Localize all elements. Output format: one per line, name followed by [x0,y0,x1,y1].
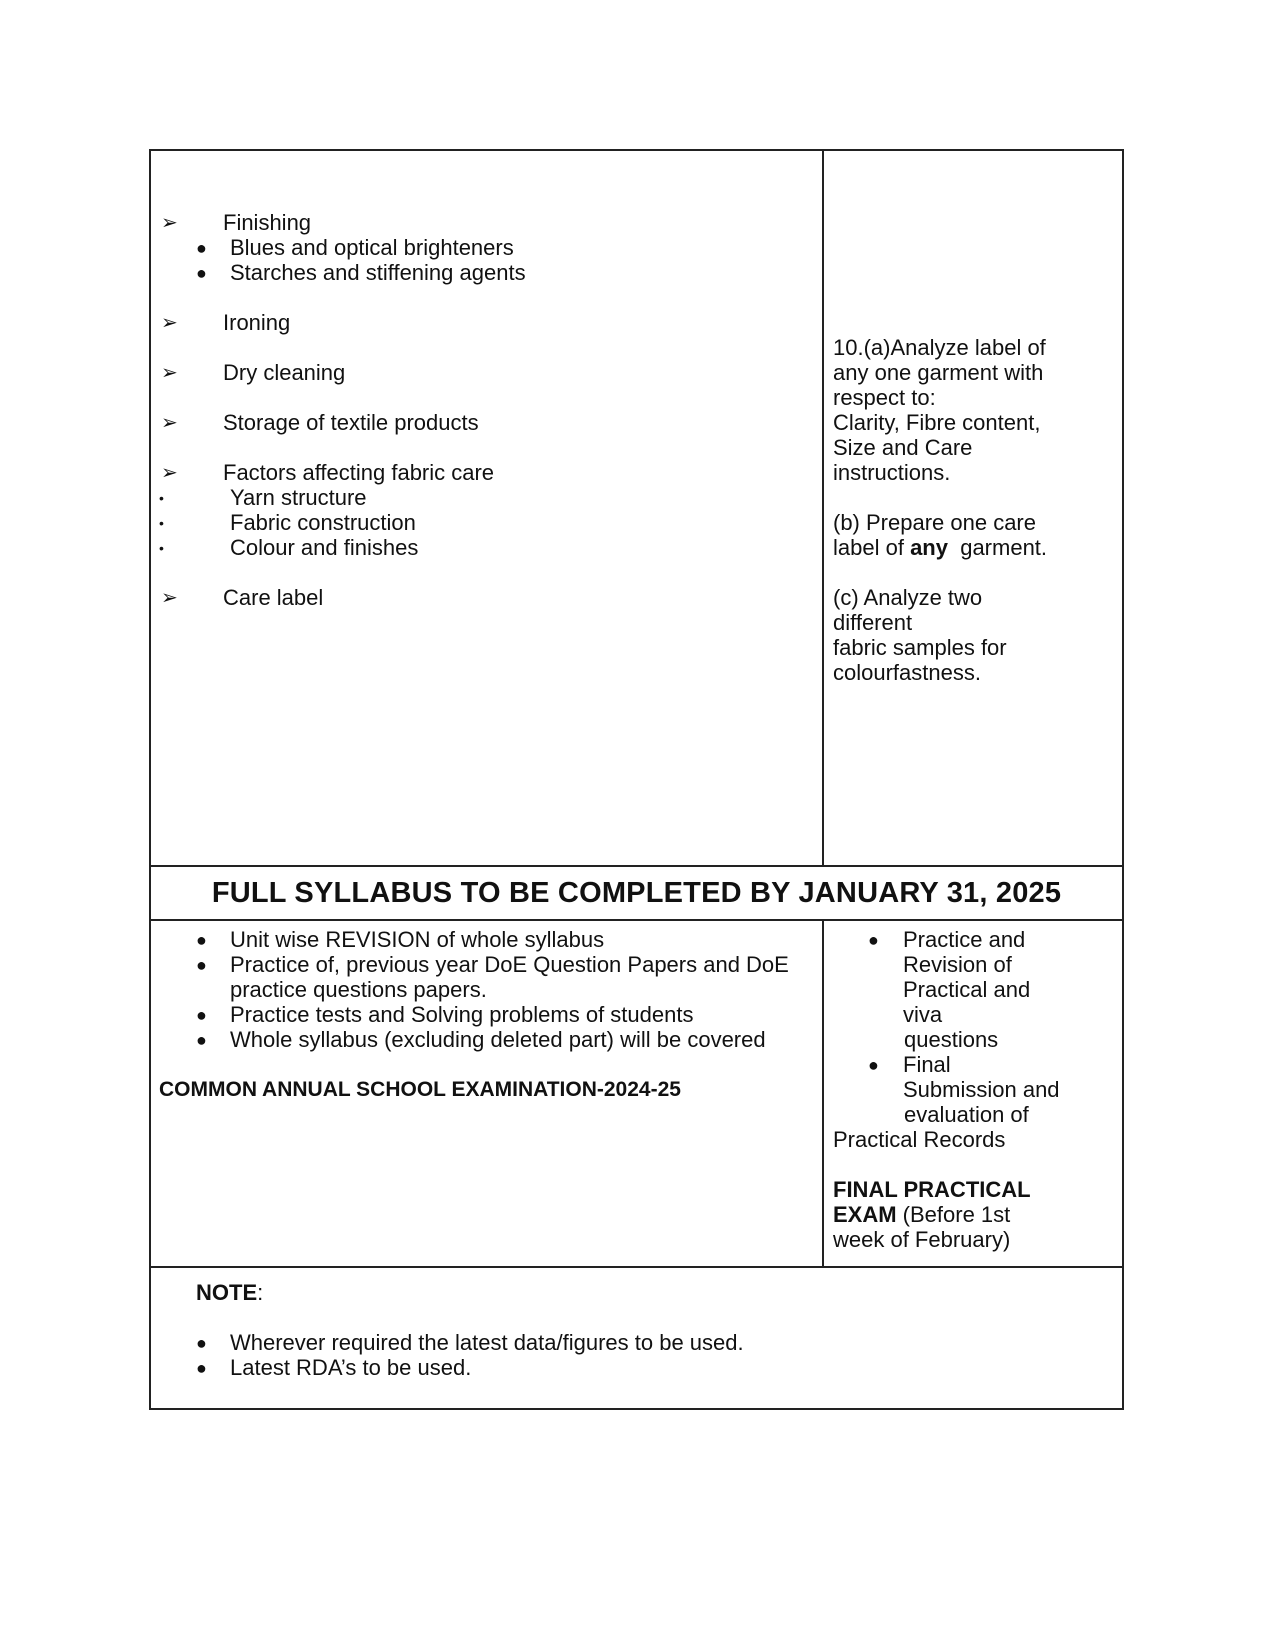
final-exam-line [833,1177,1031,1203]
practical-revision-line: viva [903,1002,943,1027]
note-colon: : [257,1280,264,1305]
practical-revision-line: questions [904,1027,999,1052]
subtopic-item: Blues and optical brighteners [230,235,514,260]
bullet-icon: ● [196,1333,207,1353]
bold-text-segment: any [910,535,948,560]
subtopic-item: Colour and finishes [230,535,419,560]
final-exam-line: week of February) [833,1227,1011,1252]
practical-revision-line: evaluation of [904,1102,1029,1127]
note-item: Latest RDA’s to be used. [230,1355,472,1380]
practical-text-line: different [833,610,913,635]
revision-item: Practice of, previous year DoE Question Papers and DoE [230,952,789,977]
arrow-bullet-icon: ➢ [161,212,178,234]
note-cell [151,1268,1122,1408]
practical-text-line: colourfastness. [833,660,981,685]
revision-cell [151,921,822,1266]
practical-revision-line: Practical and [903,977,1031,1002]
arrow-bullet-icon: ➢ [161,362,178,384]
text-segment: garment. [947,535,1048,560]
bullet-icon: ● [196,955,207,975]
small-bullet-icon: • [159,490,164,506]
practical-revision-cell [824,921,1124,1266]
subtopic-item: Fabric construction [230,510,416,535]
topic-ironing: Ironing [223,310,291,335]
bullet-icon: ● [196,1005,207,1025]
practical-text-line: (b) Prepare one care [833,510,1036,535]
topic-dry-cleaning: Dry cleaning [223,360,346,385]
topic-storage: Storage of textile products [223,410,479,435]
practical-text-line: 10.(a)Analyze label of [833,335,1046,360]
practical-revision-line: Practice and [903,927,1026,952]
arrow-bullet-icon: ➢ [161,312,178,334]
arrow-bullet-icon: ➢ [161,412,178,434]
revision-item-continued: practice questions papers. [230,977,487,1002]
revision-item: Practice tests and Solving problems of students [230,1002,694,1027]
practical-text-line: (c) Analyze two [833,585,983,610]
practical-revision-line: Final [903,1052,951,1077]
bullet-icon: ● [868,930,879,950]
bullet-icon: ● [196,1358,207,1378]
practical-text-line: respect to: [833,385,936,410]
practical-text-line: instructions. [833,460,951,485]
topics-cell [151,151,822,865]
arrow-bullet-icon: ➢ [161,462,178,484]
note-heading [196,1280,263,1306]
bullet-icon: ● [868,1055,879,1075]
bold-text-segment: FINAL PRACTICAL [833,1177,1031,1202]
subtopic-item: Starches and stiffening agents [230,260,526,285]
practical-text-line [833,535,1047,561]
note-label: NOTE [196,1280,258,1305]
note-item: Wherever required the latest data/figures to be used. [230,1330,744,1355]
subtopic-item: Yarn structure [230,485,367,510]
practical-cell [824,151,1124,865]
exam-title: COMMON ANNUAL SCHOOL EXAMINATION-2024-25 [159,1078,681,1101]
syllabus-deadline-banner: FULL SYLLABUS TO BE COMPLETED BY JANUARY 31, 2025 [211,876,1062,909]
practical-text-line: any one garment with [833,360,1044,385]
bullet-icon: ● [196,263,207,283]
practical-revision-line: Revision of [903,952,1012,977]
practical-revision-line: Submission and [903,1077,1060,1102]
bullet-icon: ● [196,238,207,258]
topic-finishing: Finishing [223,210,312,235]
topic-care-label: Care label [223,585,324,610]
revision-item: Unit wise REVISION of whole syllabus [230,927,605,952]
practical-text-line: fabric samples for [833,635,1007,660]
text-segment: label of [833,535,911,560]
final-exam-line [833,1202,1010,1228]
practical-text-line: Size and Care [833,435,973,460]
topic-factors: Factors affecting fabric care [223,460,495,485]
arrow-bullet-icon: ➢ [161,587,178,609]
bullet-icon: ● [196,1030,207,1050]
text-segment: (Before 1st [896,1202,1011,1227]
revision-item: Whole syllabus (excluding deleted part) will be covered [230,1027,766,1052]
bold-text-segment: EXAM [833,1202,897,1227]
syllabus-table [149,149,1124,1410]
bullet-icon: ● [196,930,207,950]
small-bullet-icon: • [159,540,164,556]
practical-text-line: Clarity, Fibre content, [833,410,1041,435]
practical-revision-line: Practical Records [833,1127,1006,1152]
small-bullet-icon: • [159,515,164,531]
